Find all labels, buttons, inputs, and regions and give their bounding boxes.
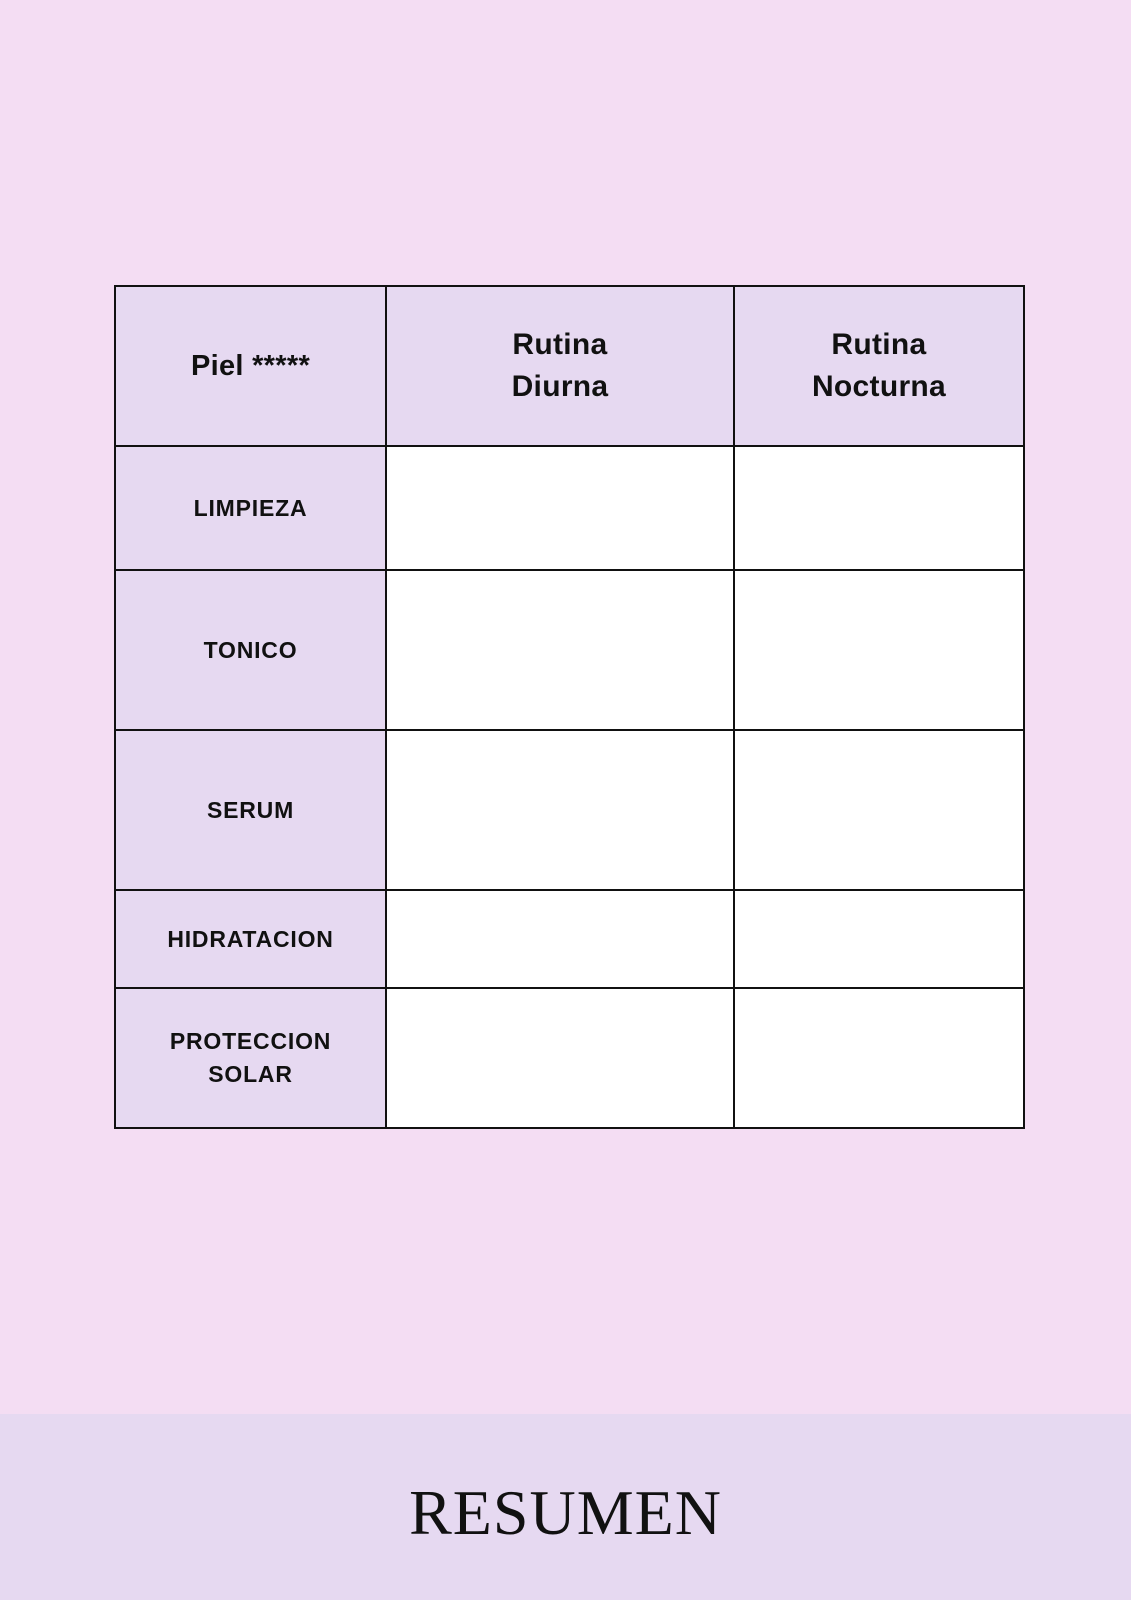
footer-band [0, 1414, 1131, 1600]
day-toner-cell[interactable] [386, 570, 734, 730]
column-header-line: Rutina [512, 328, 608, 361]
row-label-line: TONICO [203, 636, 298, 663]
day-serum-cell[interactable] [386, 730, 734, 890]
day-cleansing-cell[interactable] [386, 446, 734, 570]
skincare-routine-table [114, 285, 1025, 1129]
column-header-night-routine [734, 286, 1024, 446]
row-label-line: LIMPIEZA [193, 494, 308, 521]
night-cleansing-cell[interactable] [734, 446, 1024, 570]
table-row-hydration [115, 890, 1024, 988]
table-row-toner [115, 570, 1024, 730]
column-header-line: Nocturna [811, 370, 947, 403]
row-label-toner [115, 570, 386, 730]
row-label-serum [115, 730, 386, 890]
row-label-line: HIDRATACION [167, 925, 334, 952]
row-label-hydration [115, 890, 386, 988]
row-label-line: SERUM [206, 796, 295, 823]
day-hydration-cell[interactable] [386, 890, 734, 988]
night-toner-cell[interactable] [734, 570, 1024, 730]
row-label-line: PROTECCION [169, 1028, 332, 1054]
row-label-line: SOLAR [208, 1061, 293, 1087]
column-header-day-routine [386, 286, 734, 446]
table-row-sun-protection [115, 988, 1024, 1128]
column-header-line: Rutina [831, 328, 927, 361]
table-header-row [115, 286, 1024, 446]
skin-type-label: Piel ***** [115, 286, 386, 446]
row-label-sun-protection [115, 988, 386, 1128]
day-sun-protection-cell[interactable] [386, 988, 734, 1128]
table-row-cleansing [115, 446, 1024, 570]
night-serum-cell[interactable] [734, 730, 1024, 890]
table-row-serum [115, 730, 1024, 890]
column-header-line: Diurna [511, 370, 609, 403]
night-hydration-cell[interactable] [734, 890, 1024, 988]
footer-title: RESUMEN [409, 1477, 722, 1548]
row-label-cleansing [115, 446, 386, 570]
night-sun-protection-cell[interactable] [734, 988, 1024, 1128]
